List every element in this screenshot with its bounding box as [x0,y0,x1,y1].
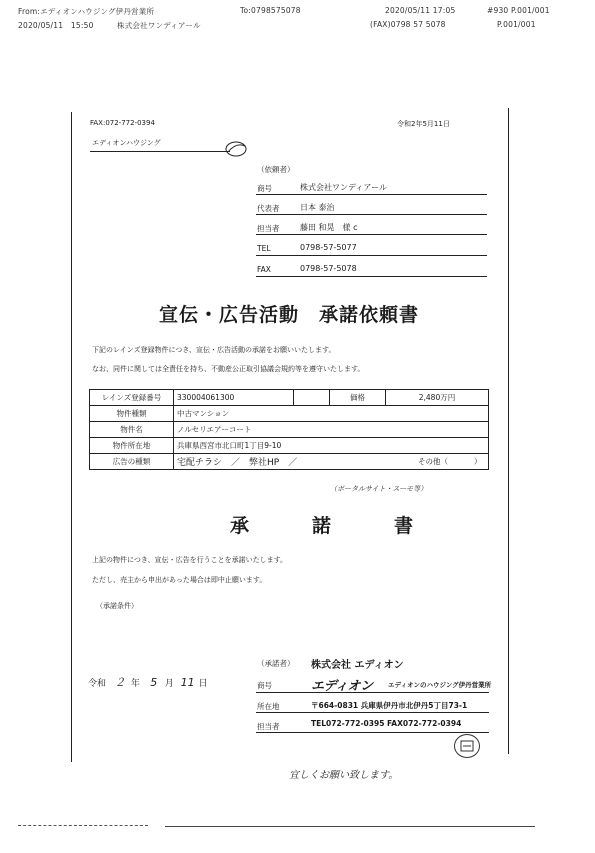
seal-mark-icon [459,739,475,753]
document-to-company: エディオンハウジング [92,139,161,147]
property-address-label: 物件所在地 [90,438,174,454]
approver-address: 〒664-0831 兵庫県伊丹市北伊丹5丁目73-1 [311,701,468,710]
brand-logo: エディオン [311,679,373,694]
field-underline-tel [256,255,487,256]
approval-conditions-label: （承諾条件） [96,602,138,610]
approver-heading: （承諾者） [257,659,295,668]
fax-header-sender: 株式会社ワンディアール [117,21,201,30]
approver-underline-contact [256,732,489,733]
field-value-representative: 日本 泰治 [300,203,335,212]
price-label: 価格 [330,390,386,406]
field-underline-company [256,194,487,195]
approval-day: 11 [180,676,195,689]
approval-month: 5 [150,676,158,689]
fax-header-faxno: (FAX)0798 57 5078 [370,20,446,29]
approver-underline-company [256,692,489,693]
property-name-label: 物件名 [90,422,174,438]
reins-number-value: 330004061300 [174,390,294,406]
approver-phone: TEL072-772-0395 FAX072-772-0394 [311,719,462,728]
brand-branch: エディオンのハウジング伊丹営業所 [388,681,492,689]
approval-month-unit: 月 [164,679,174,689]
approver-label-contact: 担当者 [257,722,280,731]
approval-year-unit: 年 [130,679,140,689]
table-row [90,422,489,438]
property-type-value: 中古マンション [174,406,489,422]
field-value-contact-person: 藤田 和晃 様 c [300,223,358,232]
approver-label-address: 所在地 [257,702,280,711]
field-label-contact-person: 担当者 [257,224,280,233]
ad-type-cell [174,454,489,470]
document-date: 令和2年5月11日 [397,120,450,128]
table-row [90,454,489,470]
field-value-company: 株式会社ワンディアール [300,183,387,192]
bottom-scan-line [18,825,148,826]
ad-type-close: ） [474,457,482,466]
property-address-value: 兵庫県西宮市北口町1丁目9-10 [174,438,489,454]
property-name-value: ノルセリエアーコート [174,422,489,438]
addressee-underline [90,151,230,152]
company-seal-icon [454,734,480,758]
fax-header-datetime-2: 2020/05/11 15:50 [18,21,94,30]
initial-stamp-icon [223,140,249,158]
approver-company: 株式会社 エディオン [311,660,404,671]
fax-header-from: From:エディオンハウジング伊丹営業所 [18,7,155,16]
fax-header-datetime: 2020/05/11 17:05 [385,6,456,15]
field-label-representative: 代表者 [257,204,280,213]
fax-header-to: To:0798575078 [240,6,301,15]
requester-heading: （依頼者） [257,165,295,174]
fax-header-page: #930 P.001/001 [487,6,550,15]
property-type-label: 物件種類 [90,406,174,422]
field-underline-fax [256,276,487,277]
approval-year: ２ [114,676,126,689]
intro-line-2: なお、同件に関しては全責任を持ち、不動産公正取引協議会規約等を遵守いたします。 [92,365,365,373]
document-fax-to: FAX:072-772-0394 [90,119,155,127]
field-label-fax: FAX [257,265,271,274]
table-row [90,390,489,406]
table-row [90,438,489,454]
fax-header-page-2: P.001/001 [497,20,536,29]
reins-number-label: レインズ登録番号 [90,390,174,406]
intro-line-1: 下記のレインズ登録物件につき、宣伝・広告活動の承諾をお願いいたします。 [92,346,336,354]
field-underline-representative [256,214,487,215]
field-label-tel: TEL [257,244,271,253]
sheet-right-edge [508,108,509,754]
approval-date-prefix: 令和 [88,679,107,689]
approval-title: 承 諾 書 [230,515,436,537]
field-label-company: 商号 [257,184,272,193]
ad-type-label: 広告の種類 [90,454,174,470]
approval-day-unit: 日 [198,679,208,689]
price-value: 2,480万円 [386,390,489,406]
field-value-tel: 0798-57-5077 [300,243,357,252]
table-row [90,406,489,422]
approver-underline-address [256,712,489,713]
handwritten-media-note: （ポータルサイト・スーモ等） [330,485,428,493]
approver-label-company: 商号 [257,681,272,690]
ad-type-other: その他（ [418,457,448,466]
approval-line-1: 上記の物件につき、宣伝・広告を行うことを承諾いたします。 [92,556,288,564]
page-title: 宣伝・広告活動 承諾依頼書 [159,304,420,326]
closing-note: 宜しくお願い致します。 [289,770,399,781]
sheet-left-edge [71,112,72,762]
property-info-table [89,389,489,470]
approval-line-2: ただし、売主から申出があった場合は即中止願います。 [92,576,267,584]
field-underline-contact-person [256,234,487,235]
ad-type-value: 宅配チラシ ／ 弊社HP ／ [177,458,298,468]
approval-date [88,674,208,690]
field-value-fax: 0798-57-5078 [300,264,357,273]
bottom-scan-line-right [165,826,535,827]
